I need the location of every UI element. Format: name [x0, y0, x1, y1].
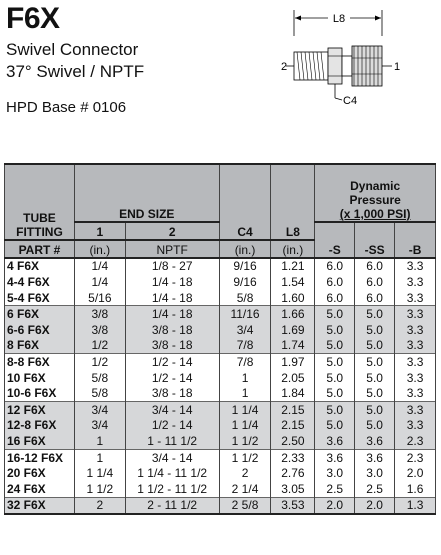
table-cell: 1/4	[74, 258, 125, 275]
table-cell: 2.05	[271, 370, 315, 386]
table-cell: 3/4	[219, 322, 271, 338]
table-cell: 1 1/4 - 11 1/2	[125, 465, 219, 481]
table-cell: 1.60	[271, 290, 315, 306]
table-cell: 6.0	[355, 290, 395, 306]
table-cell: 7/8	[219, 338, 271, 354]
table-cell: 5.0	[355, 354, 395, 370]
table-cell: 1.54	[271, 274, 315, 290]
part-number-cell: 24 F6X	[5, 481, 75, 497]
col-header-part: TUBE FITTING	[5, 164, 75, 240]
table-cell: 3.3	[395, 370, 436, 386]
part-number-cell: 8 F6X	[5, 338, 75, 354]
part-number-cell: 32 F6X	[5, 497, 75, 514]
table-cell: 1.69	[271, 322, 315, 338]
table-cell: 1/4 - 18	[125, 290, 219, 306]
table-cell: 3.6	[315, 433, 355, 449]
table-cell: 3.3	[395, 322, 436, 338]
table-cell: 9/16	[219, 258, 271, 275]
table-cell: 5/8	[74, 385, 125, 401]
table-cell: 3.3	[395, 418, 436, 434]
table-cell: 2	[219, 465, 271, 481]
table-row	[5, 338, 436, 354]
table-cell: 3.6	[315, 449, 355, 465]
table-row	[5, 306, 436, 322]
part-number-cell: 12-8 F6X	[5, 418, 75, 434]
table-cell: 2.5	[315, 481, 355, 497]
part-number-cell: 16 F6X	[5, 433, 75, 449]
table-cell: 3.05	[271, 481, 315, 497]
table-cell: 5.0	[315, 370, 355, 386]
col-header-dynamic-pressure: Dynamic Pressure (x 1,000 PSI)	[315, 164, 436, 222]
table-row	[5, 433, 436, 449]
table-cell: 3/8	[74, 322, 125, 338]
col-header-c4-unit: (in.)	[219, 240, 271, 258]
table-cell: 2.3	[395, 433, 436, 449]
table-cell: 1	[219, 370, 271, 386]
table-cell: 5.0	[315, 401, 355, 417]
table-cell: 7/8	[219, 354, 271, 370]
table-cell: 3.3	[395, 338, 436, 354]
table-cell: 1	[219, 385, 271, 401]
table-cell: 3.3	[395, 354, 436, 370]
table-cell: 2.76	[271, 465, 315, 481]
table-cell: 5.0	[355, 306, 395, 322]
table-cell: 1 1/2	[74, 481, 125, 497]
table-cell: 6.0	[315, 258, 355, 275]
product-name: Swivel Connector	[6, 40, 139, 59]
table-cell: 5.0	[355, 385, 395, 401]
table-cell: 5.0	[355, 338, 395, 354]
col-header-end-size: END SIZE	[74, 164, 219, 222]
table-cell: 3.6	[355, 449, 395, 465]
table-cell: 3.3	[395, 258, 436, 275]
table-cell: 2.3	[395, 449, 436, 465]
table-cell: 2 1/4	[219, 481, 271, 497]
table-cell: 2	[74, 497, 125, 514]
table-cell: 6.0	[355, 258, 395, 275]
col-header-b: -B	[395, 222, 436, 258]
col-header-l8-unit: (in.)	[271, 240, 315, 258]
table-cell: 3.3	[395, 274, 436, 290]
table-row	[5, 258, 436, 275]
table-cell: 2.5	[355, 481, 395, 497]
end-1-label: 1	[394, 61, 401, 73]
part-number-cell: 6-6 F6X	[5, 322, 75, 338]
table-cell: 2.15	[271, 401, 315, 417]
table-row	[5, 401, 436, 417]
table-row	[5, 322, 436, 338]
table-cell: 3/4	[74, 418, 125, 434]
table-row	[5, 465, 436, 481]
table-cell: 2 5/8	[219, 497, 271, 514]
table-cell: 1 1/4	[219, 401, 271, 417]
table-cell: 1 1/4	[74, 465, 125, 481]
table-cell: 3.53	[271, 497, 315, 514]
hpd-base-reference: HPD Base # 0106	[6, 99, 127, 116]
table-cell: 5.0	[315, 322, 355, 338]
table-cell: 1/2	[74, 338, 125, 354]
table-cell: 1.21	[271, 258, 315, 275]
table-cell: 3.3	[395, 401, 436, 417]
table-cell: 1 1/2	[219, 449, 271, 465]
table-row	[5, 418, 436, 434]
table-cell: 1/8 - 27	[125, 258, 219, 275]
col-header-ss: -SS	[355, 222, 395, 258]
table-cell: 1.74	[271, 338, 315, 354]
part-number-cell: 10 F6X	[5, 370, 75, 386]
table-cell: 3/4 - 14	[125, 449, 219, 465]
table-cell: 1	[74, 449, 125, 465]
table-cell: 1/2 - 14	[125, 370, 219, 386]
table-cell: 3.0	[315, 465, 355, 481]
table-cell: 1.66	[271, 306, 315, 322]
table-cell: 3/8 - 18	[125, 338, 219, 354]
table-cell: 1 - 11 1/2	[125, 433, 219, 449]
product-code-title: F6X	[6, 2, 60, 35]
table-cell: 2.0	[395, 465, 436, 481]
fitting-dimension-diagram	[272, 4, 422, 108]
table-cell: 5.0	[315, 306, 355, 322]
product-description: 37° Swivel / NPTF	[6, 62, 145, 81]
part-number-cell: 4 F6X	[5, 258, 75, 275]
table-cell: 2.0	[355, 497, 395, 514]
table-cell: 1 1/4	[219, 418, 271, 434]
end-2-label: 2	[281, 61, 288, 73]
col-header-part-number: PART #	[5, 240, 75, 258]
col-header-end-1-unit: (in.)	[74, 240, 125, 258]
table-cell: 2 - 11 1/2	[125, 497, 219, 514]
table-row	[5, 290, 436, 306]
table-cell: 3.0	[355, 465, 395, 481]
table-cell: 3.3	[395, 385, 436, 401]
table-cell: 2.50	[271, 433, 315, 449]
table-cell: 1	[74, 433, 125, 449]
specification-table	[4, 163, 436, 515]
table-row	[5, 481, 436, 497]
table-cell: 5.0	[315, 354, 355, 370]
table-cell: 1/2	[74, 354, 125, 370]
table-cell: 11/16	[219, 306, 271, 322]
table-cell: 5.0	[355, 370, 395, 386]
table-cell: 2.33	[271, 449, 315, 465]
table-cell: 5/8	[219, 290, 271, 306]
table-cell: 1/4 - 18	[125, 306, 219, 322]
table-cell: 5.0	[315, 385, 355, 401]
table-cell: 3.3	[395, 290, 436, 306]
table-cell: 3/8 - 18	[125, 385, 219, 401]
part-number-cell: 5-4 F6X	[5, 290, 75, 306]
col-header-end-2-unit: NPTF	[125, 240, 219, 258]
table-row	[5, 385, 436, 401]
part-number-cell: 16-12 F6X	[5, 449, 75, 465]
col-header-end-2: 2	[125, 222, 219, 240]
table-cell: 1/2 - 14	[125, 354, 219, 370]
table-cell: 1 1/2	[219, 433, 271, 449]
table-cell: 2.0	[315, 497, 355, 514]
col-header-s: -S	[315, 222, 355, 258]
table-row	[5, 274, 436, 290]
table-cell: 6.0	[315, 274, 355, 290]
part-number-cell: 20 F6X	[5, 465, 75, 481]
table-cell: 1.84	[271, 385, 315, 401]
table-cell: 1.6	[395, 481, 436, 497]
table-cell: 5/8	[74, 370, 125, 386]
table-body	[5, 258, 436, 515]
table-cell: 1/4	[74, 274, 125, 290]
table-cell: 3.3	[395, 306, 436, 322]
table-cell: 5.0	[355, 418, 395, 434]
part-number-cell: 12 F6X	[5, 401, 75, 417]
table-row	[5, 370, 436, 386]
part-number-cell: 10-6 F6X	[5, 385, 75, 401]
table-cell: 2.15	[271, 418, 315, 434]
table-cell: 1.3	[395, 497, 436, 514]
table-cell: 6.0	[315, 290, 355, 306]
table-row	[5, 497, 436, 514]
col-header-l8: L8	[271, 164, 315, 240]
table-cell: 3/4 - 14	[125, 401, 219, 417]
l8-label: L8	[332, 13, 346, 25]
table-cell: 1.97	[271, 354, 315, 370]
table-cell: 6.0	[355, 274, 395, 290]
table-cell: 5.0	[315, 418, 355, 434]
table-cell: 3/8	[74, 306, 125, 322]
table-cell: 3/8 - 18	[125, 322, 219, 338]
table-cell: 3/4	[74, 401, 125, 417]
table-cell: 5.0	[355, 401, 395, 417]
part-number-cell: 4-4 F6X	[5, 274, 75, 290]
part-number-cell: 8-8 F6X	[5, 354, 75, 370]
table-cell: 5.0	[355, 322, 395, 338]
table-cell: 1/4 - 18	[125, 274, 219, 290]
table-cell: 3.6	[355, 433, 395, 449]
c4-label: C4	[343, 95, 358, 107]
part-number-cell: 6 F6X	[5, 306, 75, 322]
table-cell: 1/2 - 14	[125, 418, 219, 434]
table-cell: 5/16	[74, 290, 125, 306]
col-header-c4: C4	[219, 164, 271, 240]
table-cell: 5.0	[315, 338, 355, 354]
col-header-end-1: 1	[74, 222, 125, 240]
table-row	[5, 354, 436, 370]
table-cell: 1 1/2 - 11 1/2	[125, 481, 219, 497]
table-row	[5, 449, 436, 465]
table-cell: 9/16	[219, 274, 271, 290]
